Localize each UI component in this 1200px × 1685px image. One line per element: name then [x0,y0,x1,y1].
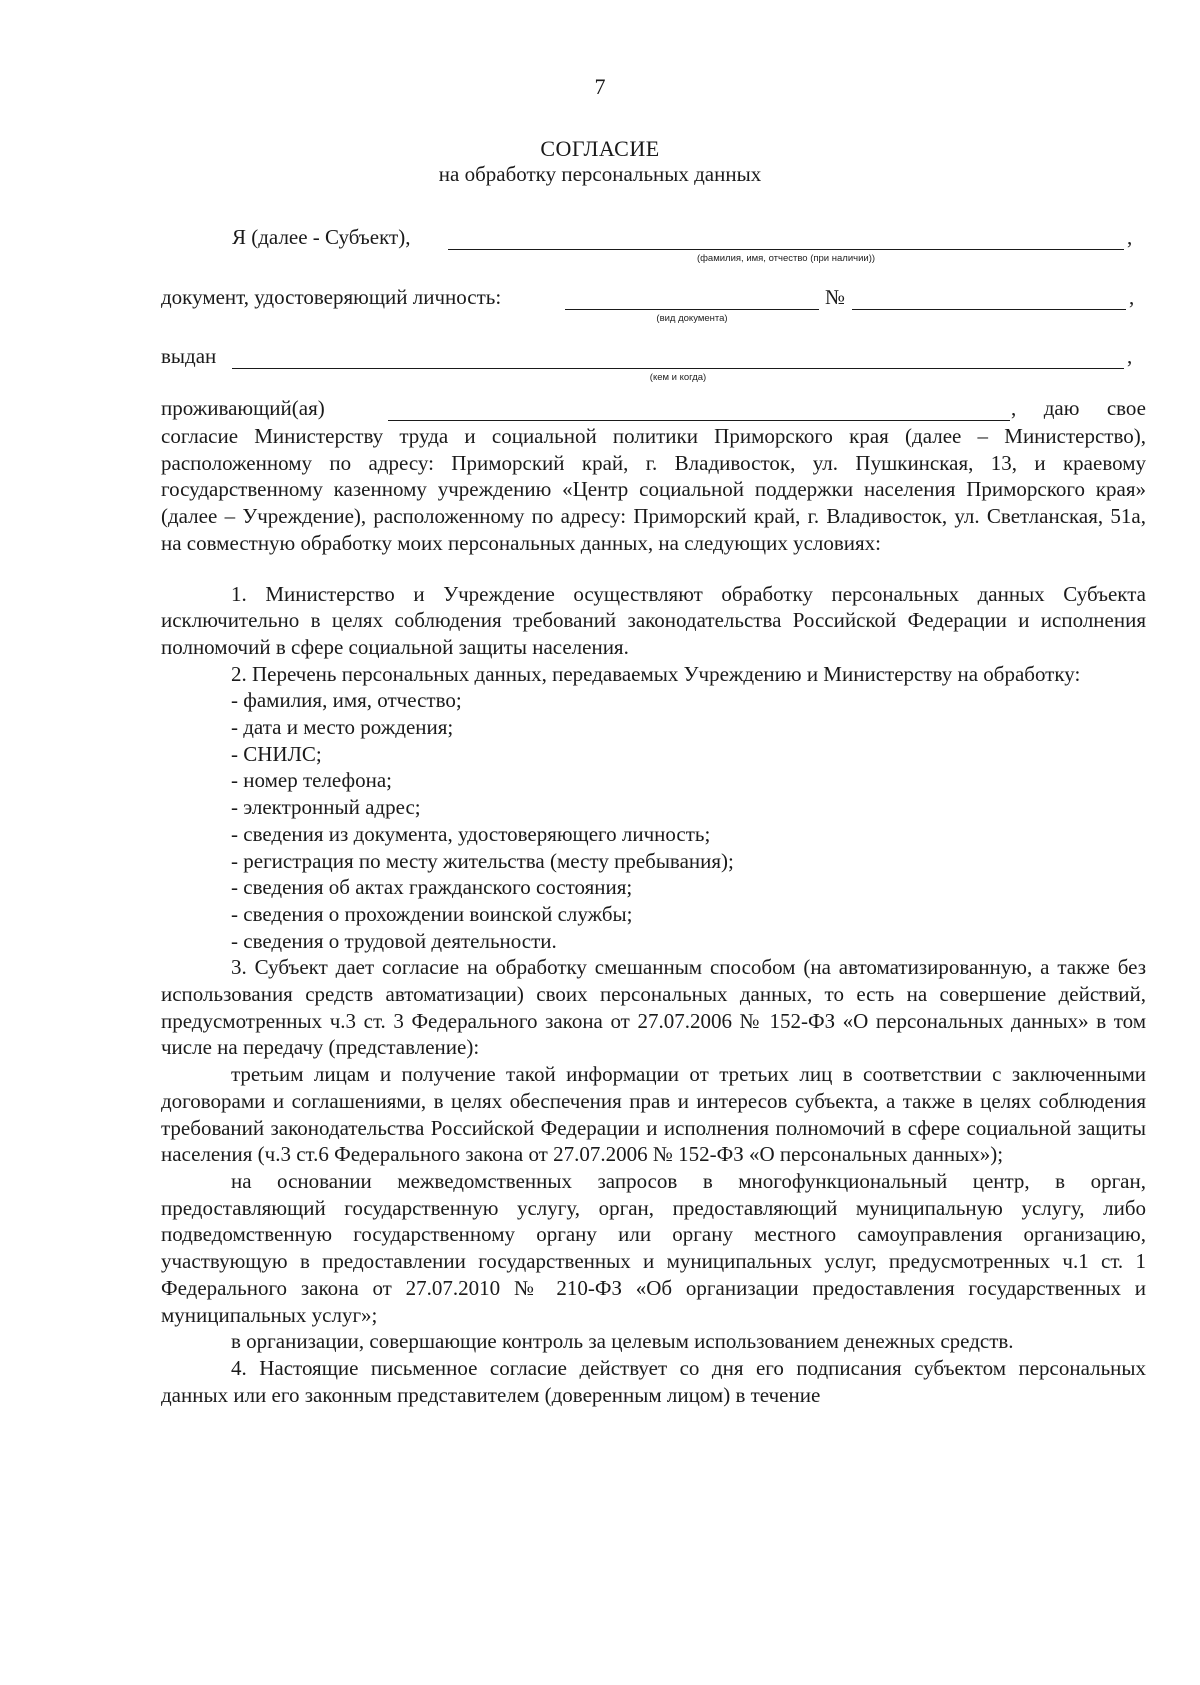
data-list-item: - фамилия, имя, отчество; [231,688,462,713]
data-list-item: - электронный адрес; [231,795,421,820]
number-sign: № [825,285,846,309]
issued-label: выдан [161,344,217,368]
clause-3-interagency: на основании межведомственных запросов в многофункциональный центр, в орган, предоставляющий государственную услугу, орган, предоставляющий муниципальную услугу, либо подведомственную государственному органу или органу местного самоуправления организацию, участвующую в предоставлении государственных и муниципальных услуг, предусмотренных ч.1 ст. 1 Федерального закона от 27.07.2010 № 210-ФЗ «Об организации предоставления государственных и муниципальных услуг»; [161,1168,1146,1327]
clause-1: 1. Министерство и Учреждение осуществляют обработку персональных данных Субъекта исключительно в целях соблюдения требований законодательства Российской Федерации и исполнения полномочий в сфере социальной защиты населения. [161,581,1146,659]
residing-address-field[interactable] [388,420,1010,421]
residing-label: проживающий(ая) [161,396,325,420]
subject-label: Я (далее - Субъект), [232,225,411,249]
document-type-field[interactable] [565,309,819,310]
data-list-item: - дата и место рождения; [231,715,454,740]
residing-tail: , даю свое [1011,396,1146,420]
document-label: документ, удостоверяющий личность: [161,285,502,309]
clause-4: 4. Настоящие письменное согласие действует со дня его подписания субъектом персональных данных или его законным представителем (доверенным лицом) в течение [161,1355,1146,1407]
clause-3-third-parties: третьим лицам и получение такой информации от третьих лиц в соответствии с заключенными договорами и соглашениями, в целях обеспечения прав и интересов субъекта, а также в целях соблюдения требований законодательства Российской Федерации и исполнения полномочий в сфере социальной защиты населения (ч.3 ст.6 Федерального закона от 27.07.2006 № 152-ФЗ «О персональных данных»); [161,1062,1146,1167]
clause-2: 2. Перечень персональных данных, передаваемых Учреждению и Министерству на обработку: [231,661,1081,686]
document-body [161,423,1146,1408]
subject-name-field[interactable] [448,249,1124,250]
data-list-item: - СНИЛС; [231,741,322,766]
clause-3-control-orgs: в организации, совершающие контроль за целевым использованием денежных средств. [231,1329,1014,1354]
page-number: 7 [594,74,606,99]
clause-3: 3. Субъект дает согласие на обработку смешанным способом (на автоматизированную, а также без использования средств автоматизации) своих персональных данных, то есть на совершение действий, предусмотренных ч.3 ст. 3 Федерального закона от 27.07.2006 № 152-ФЗ «О персональных данных» в том числе на передачу (представление): [161,955,1146,1060]
issued-by-field[interactable] [232,368,1124,369]
document-number-field[interactable] [852,309,1126,310]
issued-comma: , [1127,344,1133,368]
intro-paragraph: согласие Министерству труда и социальной политики Приморского края (далее – Министерство), расположенному по адресу: Приморский край, г. Владивосток, ул. Пушкинская, 13, и краевому государственному казенному учреждению «Центр социальной поддержки населения Приморского края» (далее – Учреждение), расположенному по адресу: Приморский край, г. Владивосток, ул. Светланская, 51а, на совместную обработку моих персональных данных, на следующих условиях: [161,424,1146,555]
data-list-item: - сведения из документа, удостоверяющего личность; [231,821,711,846]
data-list-item: - регистрация по месту жительства (месту пребывания); [231,848,734,873]
document-title: СОГЛАСИЕ [540,136,660,161]
issued-hint: (кем и когда) [649,372,707,383]
data-list-item: - сведения о прохождении воинской службы; [231,901,633,926]
subject-hint: (фамилия, имя, отчество (при наличии)) [696,253,876,264]
document-comma: , [1129,285,1135,309]
data-list-item: - сведения об актах гражданского состояния; [231,875,633,900]
subject-comma: , [1127,225,1133,249]
data-list-item: - номер телефона; [231,768,392,793]
document-subtitle: на обработку персональных данных [438,162,762,186]
data-list-item: - сведения о трудовой деятельности. [231,928,557,953]
document-hint: (вид документа) [656,313,728,324]
